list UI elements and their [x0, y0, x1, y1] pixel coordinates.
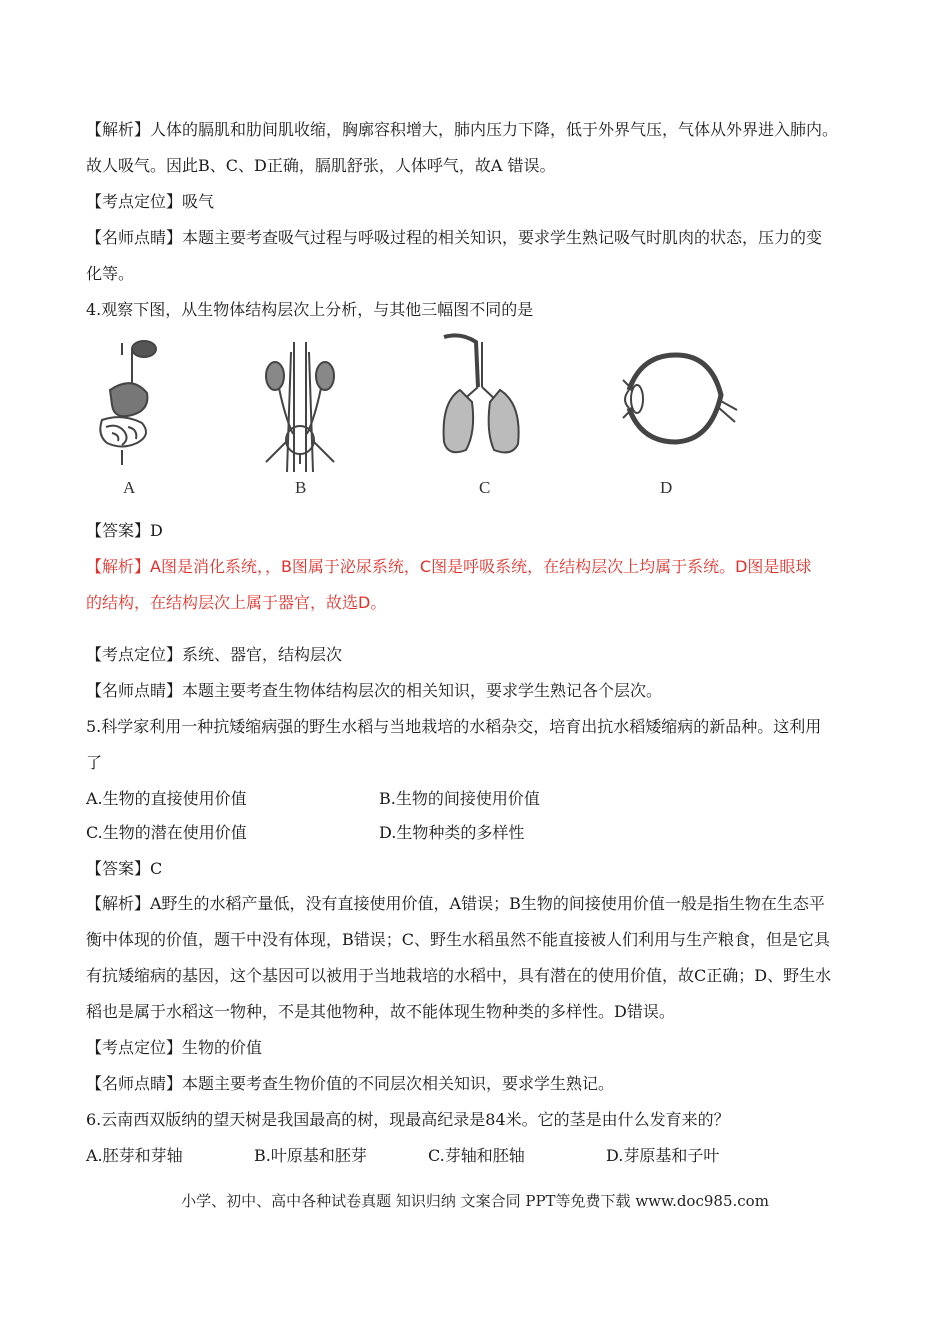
q4-dianjing: 【名师点睛】本题主要考查生物体结构层次的相关知识，要求学生熟记各个层次。 — [86, 681, 663, 700]
q5-option-d: D.生物种类的多样性 — [379, 823, 525, 842]
q6-option-a: A.胚芽和芽轴 — [86, 1146, 183, 1165]
figure-label-a: A — [123, 478, 136, 497]
q5-kaodian: 【考点定位】生物的价值 — [86, 1038, 263, 1057]
q5-question-line1: 5.科学家利用一种抗矮缩病强的野生水稻与当地栽培的水稻杂交，培育出抗水稻矮缩病的新品种。这利用 — [86, 717, 822, 736]
q3-dianjing-line1: 【名师点睛】本题主要考查吸气过程与呼吸过程的相关知识，要求学生熟记吸气时肌肉的状态，压力的变 — [86, 228, 823, 247]
q3-analysis-line1: 【解析】人体的膈肌和肋间肌收缩，胸廓容积增大，肺内压力下降，低于外界气压，气体从外界进入肺内。 — [86, 120, 839, 139]
q5-analysis-line1: 【解析】A野生的水稻产量低，没有直接使用价值，A错误；B生物的间接使用价值一般是指生物在生态平 — [86, 894, 825, 913]
q5-analysis-line4: 稻也是属于水稻这一物种，不是其他物种，故不能体现生物种类的多样性。D错误。 — [86, 1002, 675, 1021]
q5-analysis-line2: 衡中体现的价值，题干中没有体现，B错误；C、野生水稻虽然不能直接被人们利用与生产粮食，但是它具 — [86, 930, 831, 949]
q6-question: 6.云南西双版纳的望天树是我国最高的树，现最高纪录是84米。它的茎是由什么发育来的？ — [86, 1110, 730, 1129]
q4-analysis-line2: 的结构，在结构层次上属于器官，故选D。 — [86, 593, 387, 612]
q3-analysis-line2: 故人吸气。因此B、C、D正确，膈肌舒张，人体呼气，故A 错误。 — [86, 156, 556, 175]
q3-dianjing-line2: 化等。 — [86, 264, 135, 283]
q5-option-b: B.生物的间接使用价值 — [379, 789, 540, 808]
eyeball-figure — [611, 350, 741, 450]
q4-kaodian: 【考点定位】系统、器官，结构层次 — [86, 645, 343, 664]
q4-analysis-line1: 【解析】A图是消化系统，，B图属于泌尿系统，C图是呼吸系统，在结构层次上均属于系统。D图是眼球 — [86, 557, 812, 576]
q5-option-c: C.生物的潜在使用价值 — [86, 823, 247, 842]
q6-option-c: C.芽轴和胚轴 — [428, 1146, 525, 1165]
page-footer: 小学、初中、高中各种试卷真题 知识归纳 文案合同 PPT等免费下载 www.doc985.com — [181, 1192, 769, 1210]
q5-answer: 【答案】C — [86, 859, 163, 878]
urinary-system-figure — [261, 342, 341, 472]
q4-question: 4.观察下图，从生物体结构层次上分析，与其他三幅图不同的是 — [86, 300, 534, 319]
figure-label-d: D — [660, 478, 673, 497]
digestive-system-figure — [92, 335, 162, 470]
organ-figures — [86, 330, 746, 505]
q3-kaodian: 【考点定位】吸气 — [86, 192, 215, 211]
q5-analysis-line3: 有抗矮缩病的基因，这个基因可以被用于当地栽培的水稻中，具有潜在的使用价值，故C正确；D、野生水 — [86, 966, 832, 985]
q5-dianjing: 【名师点睛】本题主要考查生物价值的不同层次相关知识，要求学生熟记。 — [86, 1074, 615, 1093]
q5-question-line2: 了 — [86, 753, 103, 772]
q5-option-a: A.生物的直接使用价值 — [86, 789, 247, 808]
respiratory-system-figure — [436, 332, 526, 462]
q6-option-b: B.叶原基和胚芽 — [254, 1146, 367, 1165]
figure-label-c: C — [479, 478, 491, 497]
q6-option-d: D.芽原基和子叶 — [606, 1146, 720, 1165]
figure-label-b: B — [295, 478, 307, 497]
q4-answer: 【答案】D — [86, 521, 163, 540]
